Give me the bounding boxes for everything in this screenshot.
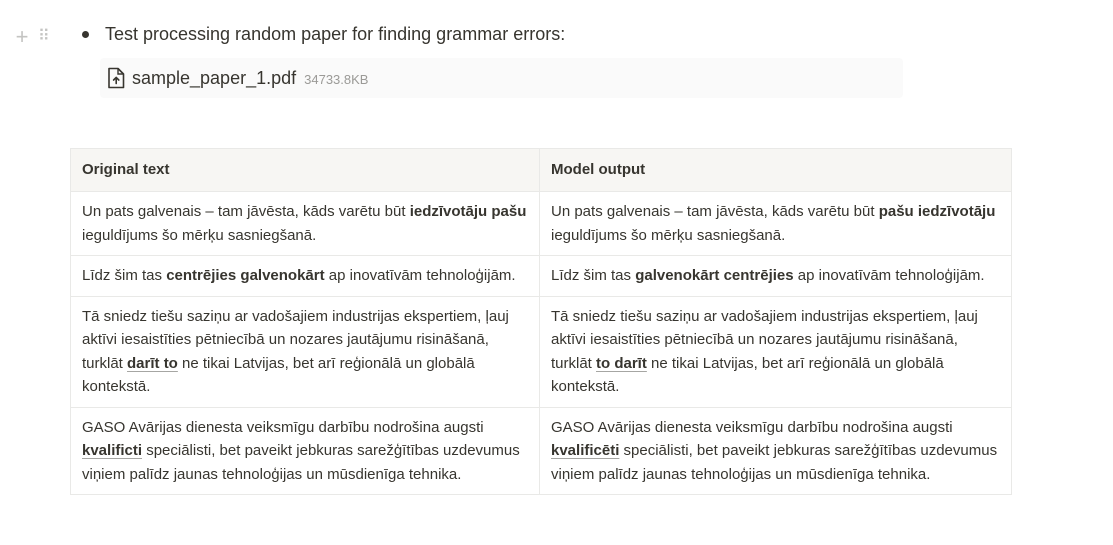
cell-text: GASO Avārijas dienesta veiksmīgu darbību nodrošina augsti [82, 418, 484, 436]
highlighted-phrase: galvenokārt centrējies [635, 267, 794, 284]
cell-text: GASO Avārijas dienesta veiksmīgu darbību nodrošina augsti [551, 418, 953, 436]
model-output-cell[interactable] [540, 296, 1012, 407]
table-row [71, 192, 1012, 256]
model-output-cell[interactable] [540, 256, 1012, 297]
original-text-cell[interactable] [71, 296, 540, 407]
original-text-cell[interactable] [71, 256, 540, 297]
file-attachment[interactable] [100, 58, 903, 98]
cell-text: speciālisti, bet paveikt jebkuras sarežģītības uzdevumus viņiem palīdz jaunas tehnoloģijas un mūsdienīga tehnika. [82, 442, 520, 483]
table-row [71, 256, 1012, 297]
table-row [71, 296, 1012, 407]
comparison-table [70, 148, 1012, 495]
cell-text: speciālisti, bet paveikt jebkuras sarežģītības uzdevumus viņiem palīdz jaunas tehnoloģijas un mūsdienīga tehnika. [551, 442, 998, 483]
header-original-text[interactable]: Original text [71, 149, 540, 192]
table-row [71, 407, 1012, 495]
table-header-row [71, 149, 1012, 192]
highlighted-phrase: pašu iedzīvotāju [878, 203, 996, 220]
header-model-output[interactable]: Model output [540, 149, 1012, 192]
cell-text: Un pats galvenais – tam jāvēsta, kāds varētu būt [82, 203, 410, 220]
highlighted-phrase: darīt to [127, 354, 178, 372]
original-text-cell[interactable] [71, 407, 540, 495]
bullet-dot-icon [82, 31, 89, 38]
highlighted-phrase: kvalificti [82, 442, 143, 459]
cell-text: Tā sniedz tiešu saziņu ar vadošajiem industrijas ekspertiem, ļauj aktīvi iesaistīties pētniecībā un nozares jautājumu risināšanā, turklāt [82, 307, 509, 372]
cell-text: Līdz šim tas [82, 267, 167, 284]
bullet-text[interactable]: Test processing random paper for finding grammar errors: [105, 24, 566, 44]
highlighted-phrase: centrējies galvenokārt [166, 267, 325, 284]
add-block-icon[interactable]: + [15, 24, 29, 49]
cell-text: Tā sniedz tiešu saziņu ar vadošajiem industrijas ekspertiem, ļauj aktīvi iesaistīties pētniecībā un nozares jautājumu risināšanā, turklāt [551, 307, 978, 372]
cell-text: ne tikai Latvijas, bet arī reģionālā un globālā kontekstā. [551, 354, 944, 395]
cell-text: ne tikai Latvijas, bet arī reģionālā un globālā kontekstā. [82, 354, 475, 395]
block-controls [12, 26, 48, 48]
cell-text: ap inovatīvām tehnoloģijām. [324, 267, 516, 284]
file-name[interactable]: sample_paper_1.pdf [132, 67, 297, 88]
file-size: 34733.8KB [304, 72, 369, 87]
cell-text: Līdz šim tas [551, 267, 636, 284]
file-upload-icon [106, 67, 126, 89]
cell-text: ap inovatīvām tehnoloģijām. [793, 267, 985, 284]
model-output-cell[interactable] [540, 407, 1012, 495]
bullet-item [80, 24, 565, 45]
original-text-cell[interactable] [71, 192, 540, 256]
drag-handle-icon[interactable]: ⠿ [38, 28, 48, 45]
highlighted-phrase: iedzīvotāju pašu [409, 203, 527, 220]
cell-text: ieguldījums šo mērķu sasniegšanā. [551, 226, 786, 244]
cell-text: Un pats galvenais – tam jāvēsta, kāds varētu būt [551, 203, 879, 220]
cell-text: ieguldījums šo mērķu sasniegšanā. [82, 226, 317, 244]
model-output-cell[interactable] [540, 192, 1012, 256]
highlighted-phrase: to darīt [596, 354, 647, 372]
highlighted-phrase: kvalificēti [551, 442, 620, 459]
